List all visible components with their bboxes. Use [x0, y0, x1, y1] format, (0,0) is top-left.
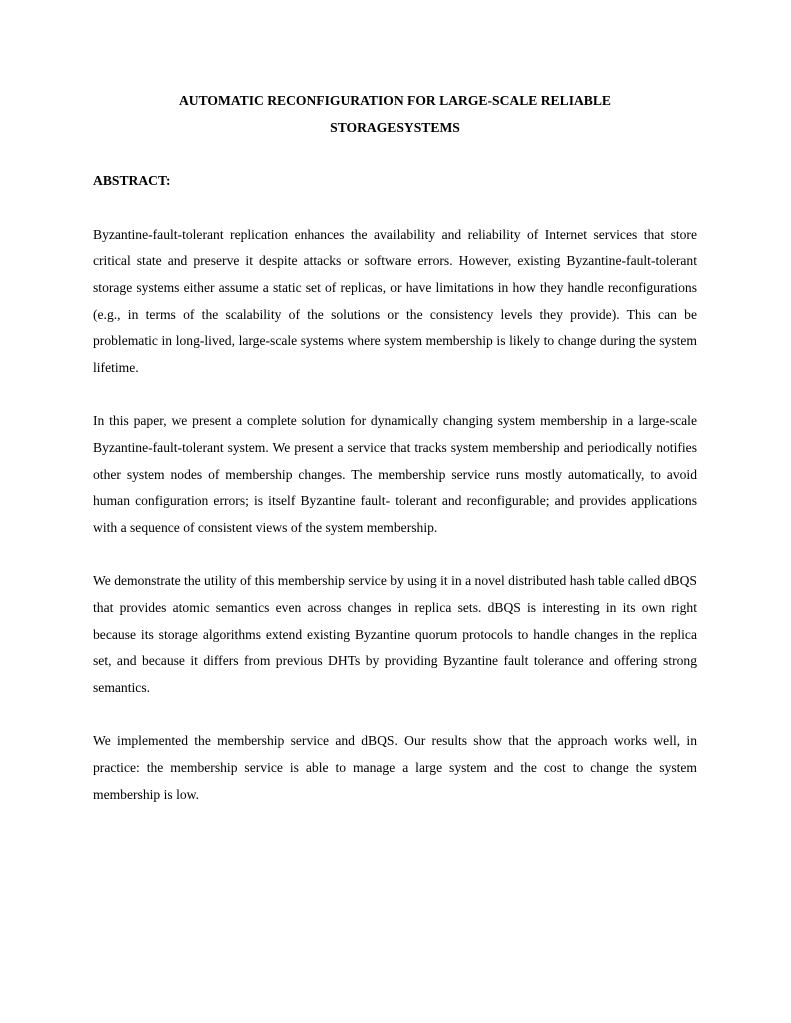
abstract-paragraph-3: We demonstrate the utility of this membership service by using it in a novel distributed hash table called dBQS that provides atomic semantics even across changes in replica sets. dBQS is interesting in its own right because its storage algorithms extend existing Byzantine quorum protocols to handle changes in the replica set, and because it differs from previous DHTs by providing Byzantine fault tolerance and offering strong semantics. — [93, 573, 697, 696]
title-line-1: AUTOMATIC RECONFIGURATION FOR LARGE-SCALE RELIABLE — [178, 93, 612, 108]
abstract-heading: ABSTRACT: — [93, 173, 171, 189]
abstract-paragraph-1: Byzantine-fault-tolerant replication enhances the availability and reliability of Internet services that store critical state and preserve it despite attacks or software errors. However, existing Byzantine-fault-tolerant storage systems either assume a static set of replicas, or have limitations in how they handle reconfigurations (e.g., in terms of the scalability of the solutions or the consistency levels they provide). This can be problematic in long-lived, large-scale systems where system membership is likely to change during the system lifetime. — [93, 226, 697, 376]
document-page — [93, 88, 697, 808]
document-title — [93, 88, 697, 141]
title-line-2: STORAGESYSTEMS — [330, 119, 460, 135]
abstract-paragraph-2: In this paper, we present a complete solution for dynamically changing system membership in a large-scale Byzantine-fault-tolerant system. We present a service that tracks system membership and periodically notifies other system nodes of membership changes. The membership service runs mostly automatically, to avoid human configuration errors; is itself Byzantine fault- tolerant and reconfigurable; and provides applications with a sequence of consistent views of the system membership. — [93, 413, 697, 536]
abstract-paragraph-4: We implemented the membership service and dBQS. Our results show that the approach works well, in practice: the membership service is able to manage a large system and the cost to change the system membership is low. — [93, 733, 697, 802]
